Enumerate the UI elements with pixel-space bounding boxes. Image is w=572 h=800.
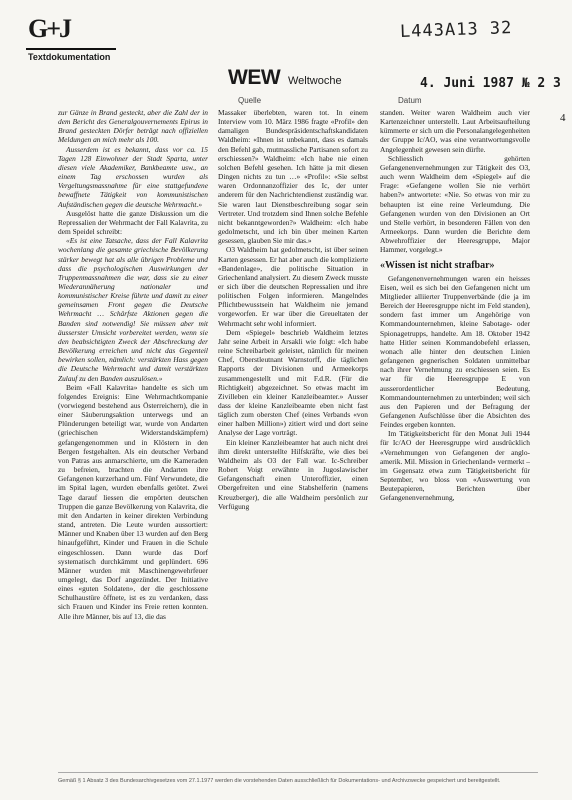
paragraph: Beim «Fall Kalavrita» handelte es sich um folgendes Ereignis: Eine Wehrmachtkompanie (vorwiegend bestehend aus Österreichern), die in einer Säuberungsaktion unterwegs und an Plünderungen beteiligt war, wurde von Andarten (griechischen Widerstandskämpfern) gefangengenommen und in Klöstern in den Bergen festgehalten. Als ein deutscher Verband von Patras aus anmarschierte, um die Kameraden zu befreien, brachten die Andarten ihre Gefangenen kurzerhand um. Fünf Verwundete, die im Spital lagen, wurden ebenfalls getötet. Zwei Tage darauf liessen die empörten deutschen Truppen die ganze Bevölkerung von Kalavrita, die mit den Andarten in keiner direkten Verbindung stand, antreten. Die Leute wurden aussortiert: Männer und Knaben über 13 wurden auf den Berg hinaufgeführt, Kinder und Frauen in die Schule eingeschlossen. Dann wurde das Dorf systematisch durchkämmt und geplündert. 696 Männer wurden mit Maschinengewehrfeuer umgelegt, das Dorf angezündet. Der Initiative eines «guten Soldaten», der die geschlossene Schulhaustüre öffnete, ist es zu verdanken, dass sich Frauen und Kinder ins Freie retten konnten. Alle ihre Männer, bis auf 13, die das bbox=[58, 382, 208, 621]
source-subtitle: Weltwoche bbox=[288, 75, 342, 87]
paragraph: Ausgelöst hatte die ganze Diskussion um die Repressalien der Wehrmacht der Fall Kalavrita, zu dem Speidel schreibt: bbox=[58, 208, 208, 237]
datum-label: Datum bbox=[398, 96, 422, 105]
paragraph: Massaker überlebten, waren tot. In einem Interview vom 10. März 1986 fragte «Profil» den damaligen Bundespräsidentschaftskandidaten Waldheim: «Ihnen ist unbekannt, dass es damals den Befehl gab, mutmassliche Partisanen sofort zu erschiessen?» Waldheim: «Ich habe nie einen solchen Befehl gesehen. Ich hätte ja mit diesen Dingen nichts zu tun …» «Profil»: «Sie selbst waren Ordonnanzoffizier des Ic, der unter anderem für den Nachrichtendienst zuständig war. Sie waren laut Dienstbeschreibung sogar sein Vertreter. Und trotzdem sind Ihnen solche Befehle nicht bekanntgeworden?» Waldheim: «Ich habe gedolmetscht, und ich bin über meinen Karten gesessen, glauben Sie mir das.» bbox=[218, 108, 368, 246]
paragraph: Ein kleiner Kanzleibeamter hat auch nicht drei ihm direkt unterstellte Hilfskräfte, wie dies bei Waldheim als O3 der Fall war. Ic-Schreiber Robert Voigt erwähnte in Jugoslawischer Gefangenschaft einen Unteroffizier, einen Obergefreiten und eine Stabshelferin (namens Kreuzberger), die alle Waldheim persönlich zur Verfügung bbox=[218, 437, 368, 511]
text-column-2 bbox=[218, 108, 368, 511]
paragraph: Dem «Spiegel» beschrieb Waldheim letztes Jahr seine Arbeit in Arsakli wie folgt: «Ich habe reine Schreibarbeit geleistet, nämlich für meinen Chef, Oberstleutnant Warnstorff, die täglichen Rapports der Divisionen und Armeekorps zusammengestellt und mit F.d.R. (Für die Richtigkeit) abgezeichnet. So etwas macht im Zivilleben ein kleiner Kanzleibeamter.» Ausser dass der kleine Kanzleibeamte eben nicht fast täglich zum obersten Chef (eines Verbands «von einer halben Million») zitiert wird und dort seine Analyse der Lage vorträgt. bbox=[218, 327, 368, 438]
archive-stamp: L443A13 32 bbox=[399, 18, 513, 42]
quelle-label: Quelle bbox=[238, 96, 262, 105]
paragraph: standen. Weiter waren Waldheim auch vier Kartenzeichner unterstellt. Laut Arbeitsaufteilung kümmerte er sich um die Personalangelegenheiten der Gruppe Ic/AO, was eine verantwortungsvolle Angelegenheit gewesen sein dürfte. bbox=[380, 108, 530, 154]
source-name: WEW bbox=[228, 66, 281, 89]
footer-note: Gemäß § 1 Absatz 3 des Bundesarchivgesetzes vom 27.1.1977 werden die vorstehenden Daten ausschließlich für Dokumentations- und Archivzwecke gespeichert und bereitgestellt. bbox=[58, 778, 501, 784]
logo-divider bbox=[26, 48, 116, 50]
paragraph: O3 Waldheim hat gedolmetscht, ist über seinen Karten gesessen. Er hat aber auch die komplizierte «Bandenlage», die politische Situation in Griechenland analysiert. Zu diesem Zweck musste er sich über die deutschen Repressalien und ihre politischen Folgen informieren. Mangelndes Pflichtbewusstsein hat Waldheim nie jemand vorgeworfen. Er war über die Greueltaten der Wehrmacht sehr wohl informiert. bbox=[218, 245, 368, 328]
paragraph: Ausserdem ist es bekannt, dass vor ca. 15 Tagen 128 Einwohner der Stadt Sparta, unter diesen viele Akademiker, Bankbeamte usw., an einem Tag erschossen wurden als Vergeltungsmassnahme für eine stattgefundene bewaffnete Tätigkeit von kommunistischen Aufständischen gegen die deutsche Wehrmacht.» bbox=[58, 144, 208, 209]
paragraph: Im Tätigkeitsbericht für den Monat Juli 1944 für Ic/AO der Heeresgruppe wird ausdrücklich «Vernehmungen von Gefangenen der anglo-amerik. Mil. Mission in Griechenland» vermerkt – im Gegensatz etwa zum Tätigkeitsbericht für September, wo bloss von «Auswertung von Beutepapieren, Berichten über Gefangenenvernehmung, bbox=[380, 429, 530, 503]
paragraph: Schliesslich gehörten Gefangenenvernehmungen zur Tätigkeit des O3, auch wenn Waldheim dem «Spiegel» auf die Frage: «Gefangene wollen Sie nie verhört haben?» antwortete: «Nie. So etwas von mir zu behaupten ist eine reine Verleumdung. Die Gefangenen wurden von den Divisionen an Ort und Stelle verhört, in besonderen Fällen von den Armeekorps. Dann wurden die Berichte dem Abwehroffizier der Heeresgruppe, Major Hammer, vorgelegt.» bbox=[380, 153, 530, 255]
subheading: «Wissen ist nicht strafbar» bbox=[380, 259, 495, 271]
logo-subtitle: Textdokumentation bbox=[28, 52, 111, 62]
page-mark: 4 bbox=[560, 112, 566, 124]
publication-date: 4. Juni 1987 № 2 3 bbox=[420, 76, 561, 91]
text-column-3 bbox=[380, 108, 530, 503]
paragraph: Gefangenenvernehmungen waren ein heisses Eisen, weil es sich bei den Gefangenen nicht um Mitglieder alliierter Truppenverbände (die ja im Bereich der Heeresgruppe nicht im Feld standen), sondern fast immer um Angehörige von Kommandounternehmen, kleine Sabotage- oder Spionagetrupps, handelte. Am 18. Oktober 1942 hatte Hitler seinen Kommandobefehl erlassen, wonach alle hinter den deutschen Linien gefangenen gegnerischen Soldaten unmittelbar nach ihrer Vernehmung zu erschiessen seien. Es war für die Heeresgruppe E von ausserordentlicher Bedeutung, Kommandounternehmen zu unterbinden; weil sich aus den Papieren und der Befragung der Gefangenen Aufschlüsse über die Absichten des Feindes ergeben konnten. bbox=[380, 273, 530, 430]
footer-divider bbox=[58, 772, 538, 773]
paragraph: «Es ist eine Tatsache, dass der Fall Kalavrita wochenlang die gesamte griechische Bevölkerung stärker bewegt hat als alle übrigen Probleme und dass die psychologischen Auswirkungen der Truppenmassnahmen die war, dass sie zu einer Wiederannäherung nationaler und kommunistischer Kreise führte und damit zu einer gemeinsamen Front gegen die Deutsche Wehrmacht … Schärfste Aktionen gegen die Banden sind notwendig! Sie müssen aber mit äusserster Umsicht vorbereitet werden, wenn sie den beabsichtigten Zweck der Abschreckung der Bevölkerung erreichen und nicht das Gegenteil bewirken sollen, nämlich: verstärkten Hass gegen die Deutsche Wehrmacht und damit verstärkten Zulauf zu den Banden auszulösen.» bbox=[58, 236, 208, 383]
logo: G+J bbox=[28, 14, 71, 43]
paragraph: zur Gänze in Brand gesteckt, aber die Zahl der in dem Bericht des Generalgouvernements Epirus in Brand gesteckten Dörfer beträgt nach offiziellen Meldungen an mich mehr als 100. bbox=[58, 108, 208, 145]
text-column-1 bbox=[58, 108, 208, 621]
